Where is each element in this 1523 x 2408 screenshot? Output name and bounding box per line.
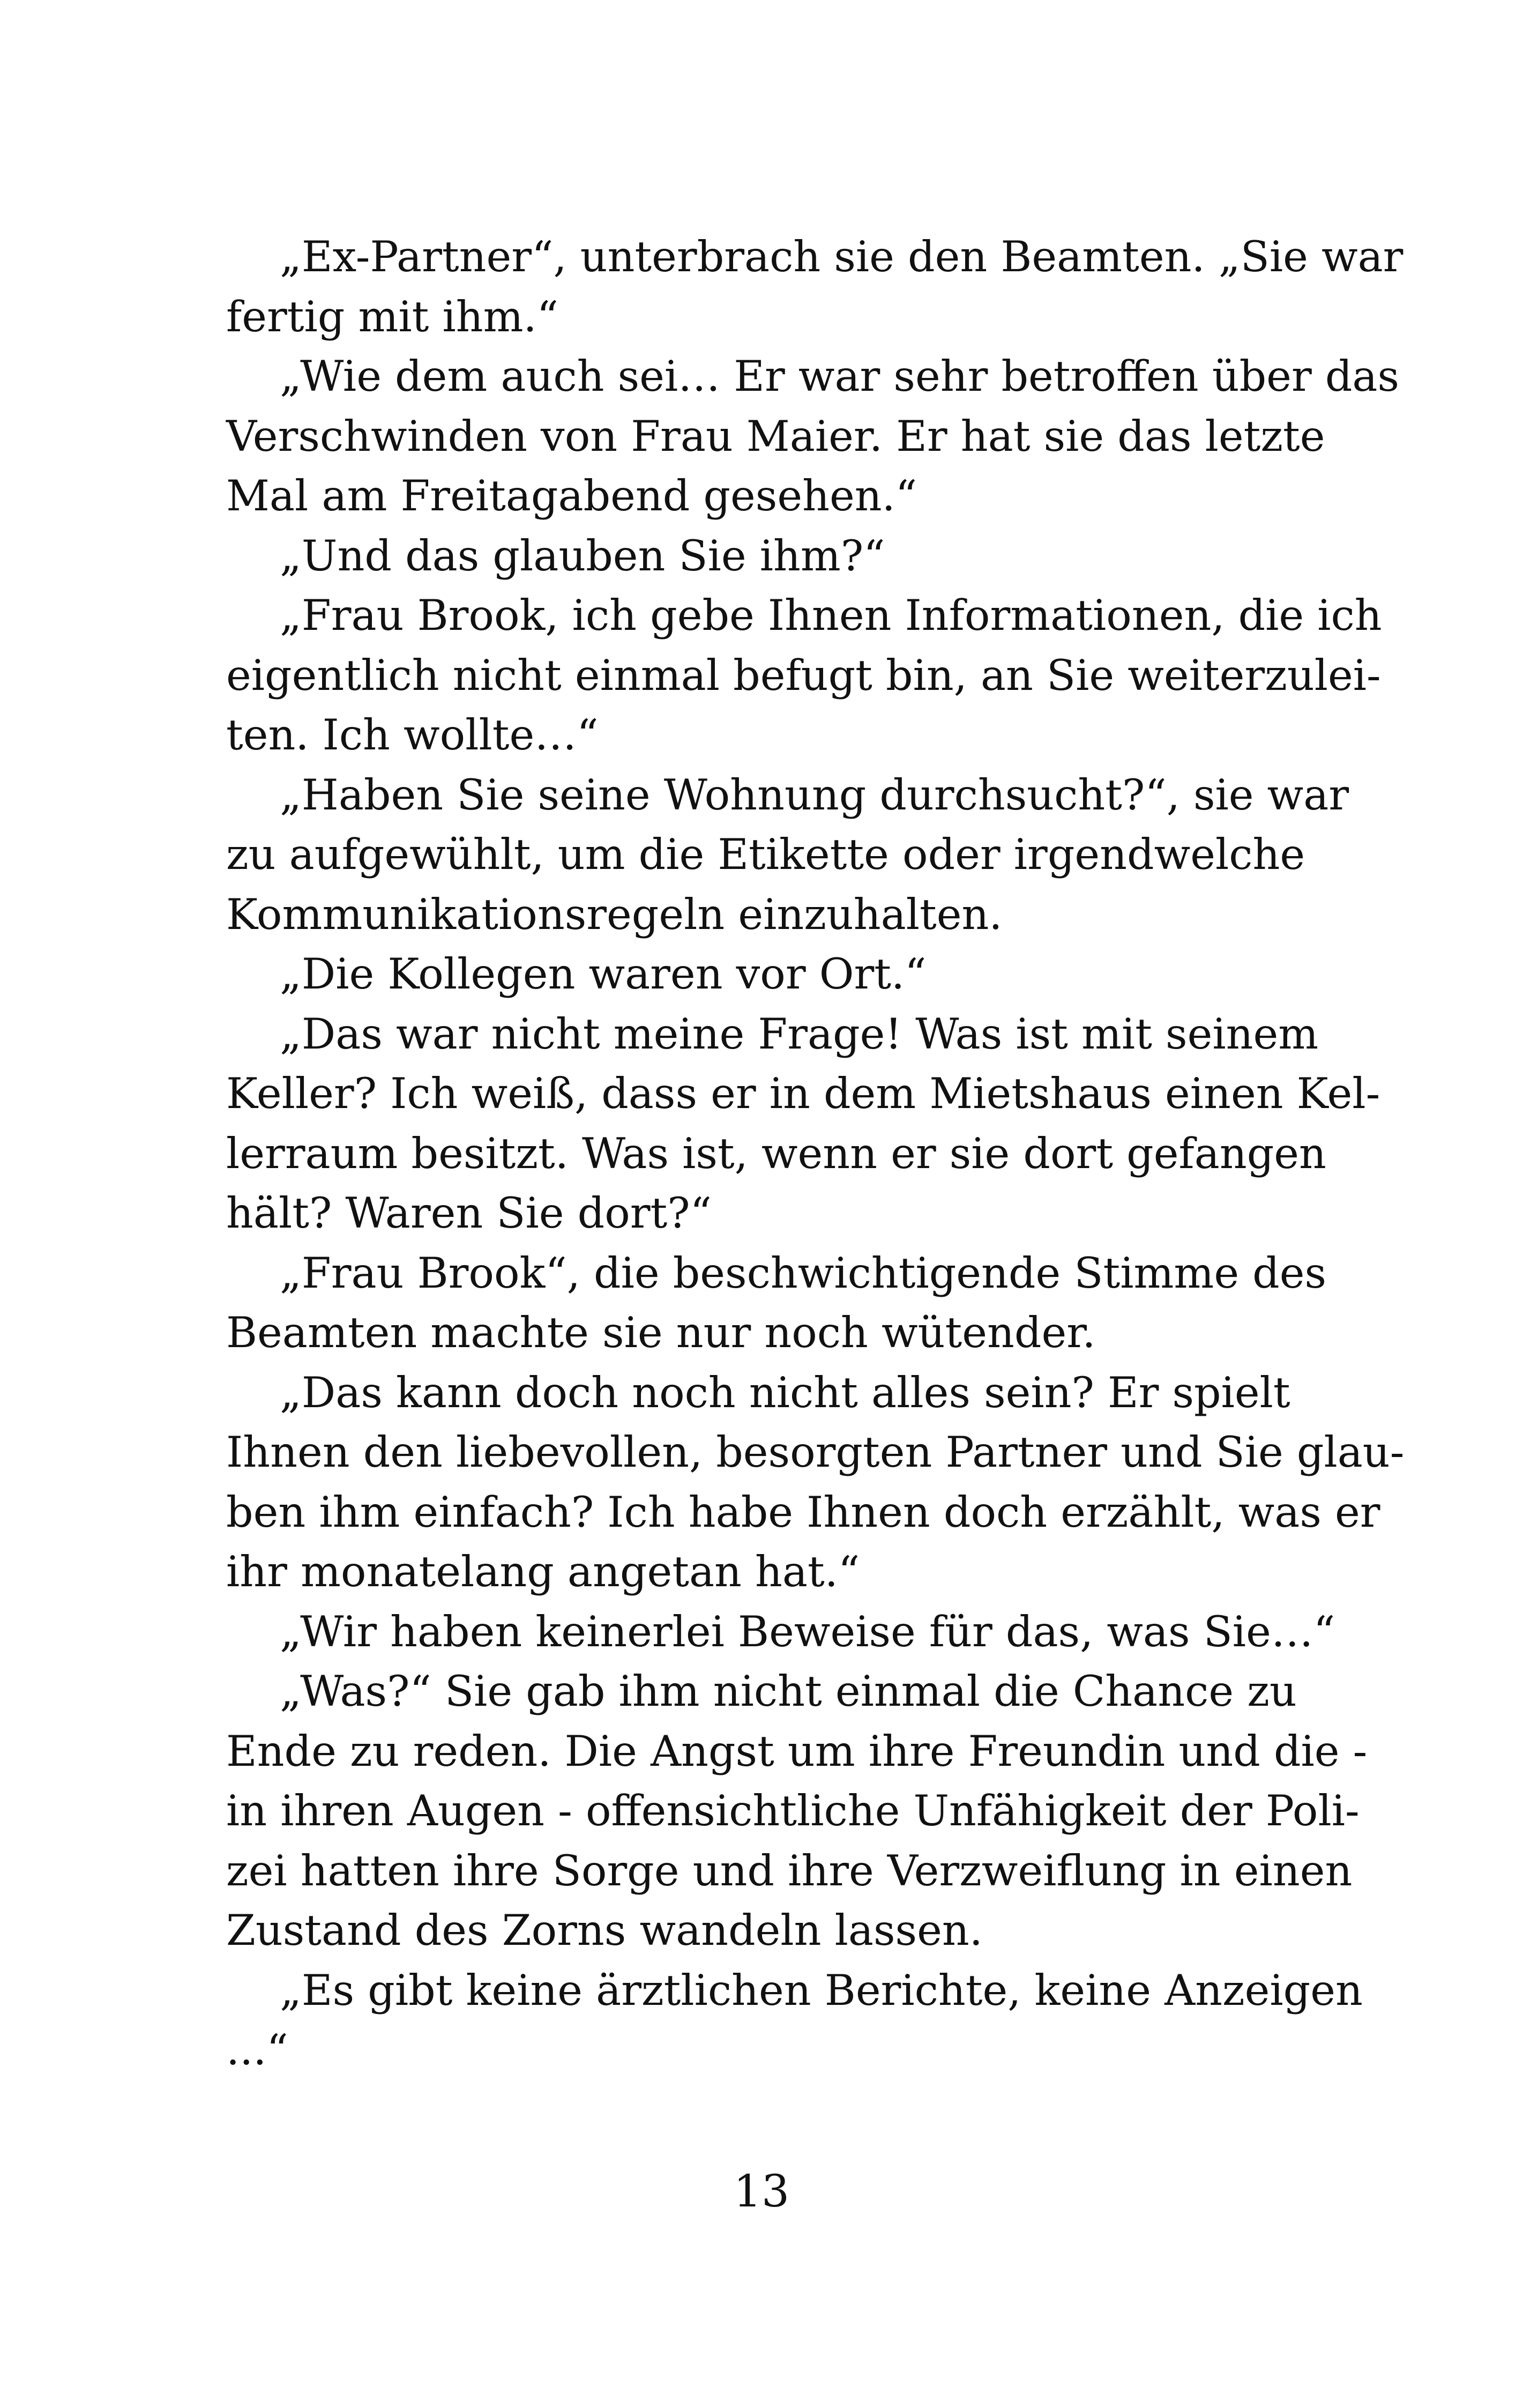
- text-line: fertig mit ihm.“: [226, 292, 559, 341]
- text-line: ten. Ich wollte…“: [226, 710, 599, 760]
- page-number: 13: [733, 2166, 790, 2217]
- text-line: Ihnen den liebevollen, besorgten Partner und Sie glau-: [226, 1428, 1405, 1477]
- text-line: Beamten machte sie nur noch wütender.: [226, 1308, 1096, 1357]
- text-line: „Das war nicht meine Frage! Was ist mit seinem: [280, 1009, 1319, 1059]
- text-line: ...“: [226, 2025, 288, 2075]
- text-line: zei hatten ihre Sorge und ihre Verzweiflung in einen: [226, 1846, 1353, 1896]
- text-line: Ende zu reden. Die Angst um ihre Freundin und die -: [226, 1726, 1368, 1776]
- text-line: „Das kann doch noch nicht alles sein? Er spielt: [280, 1367, 1290, 1417]
- text-line: Zustand des Zorns wandeln lassen.: [226, 1906, 983, 1955]
- text-line: eigentlich nicht einmal befugt bin, an Sie weiterzulei-: [226, 650, 1381, 700]
- text-line: „Es gibt keine ärztlichen Berichte, keine Anzeigen: [280, 1965, 1363, 2015]
- text-line: Verschwinden von Frau Maier. Er hat sie das letzte: [226, 411, 1325, 461]
- text-line: lerraum besitzt. Was ist, wenn er sie dort gefangen: [226, 1128, 1326, 1178]
- body-text: [226, 227, 1405, 2080]
- text-line: „Was?“ Sie gab ihm nicht einmal die Chance zu: [280, 1667, 1297, 1716]
- text-line: „Frau Brook“, die beschwichtigende Stimme des: [280, 1248, 1327, 1298]
- text-line: ben ihm einfach? Ich habe Ihnen doch erzählt, was er: [226, 1487, 1380, 1537]
- text-line: zu aufgewühlt, um die Etikette oder irgendwelche: [226, 830, 1305, 879]
- text-line: „Die Kollegen waren vor Ort.“: [280, 949, 927, 999]
- text-line: Keller? Ich weiß, dass er in dem Mietshaus einen Kel-: [226, 1069, 1380, 1118]
- text-line: „Frau Brook, ich gebe Ihnen Informationen, die ich: [280, 591, 1382, 640]
- text-line: Kommunikationsregeln einzuhalten.: [226, 889, 1003, 939]
- text-line: „Wir haben keinerlei Beweise für das, was Sie…“: [280, 1607, 1335, 1656]
- text-line: hält? Waren Sie dort?“: [226, 1188, 712, 1238]
- text-line: ihr monatelang angetan hat.“: [226, 1547, 860, 1596]
- text-line: „Haben Sie seine Wohnung durchsucht?“, sie war: [280, 770, 1349, 820]
- text-line: in ihren Augen - offensichtliche Unfähigkeit der Poli-: [226, 1786, 1360, 1835]
- text-line: „Und das glauben Sie ihm?“: [280, 531, 885, 581]
- text-line: „Ex-Partner“, unterbrach sie den Beamten. „Sie war: [280, 232, 1403, 281]
- text-line: „Wie dem auch sei… Er war sehr betroffen über das: [280, 352, 1400, 401]
- text-line: Mal am Freitagabend gesehen.“: [226, 471, 917, 521]
